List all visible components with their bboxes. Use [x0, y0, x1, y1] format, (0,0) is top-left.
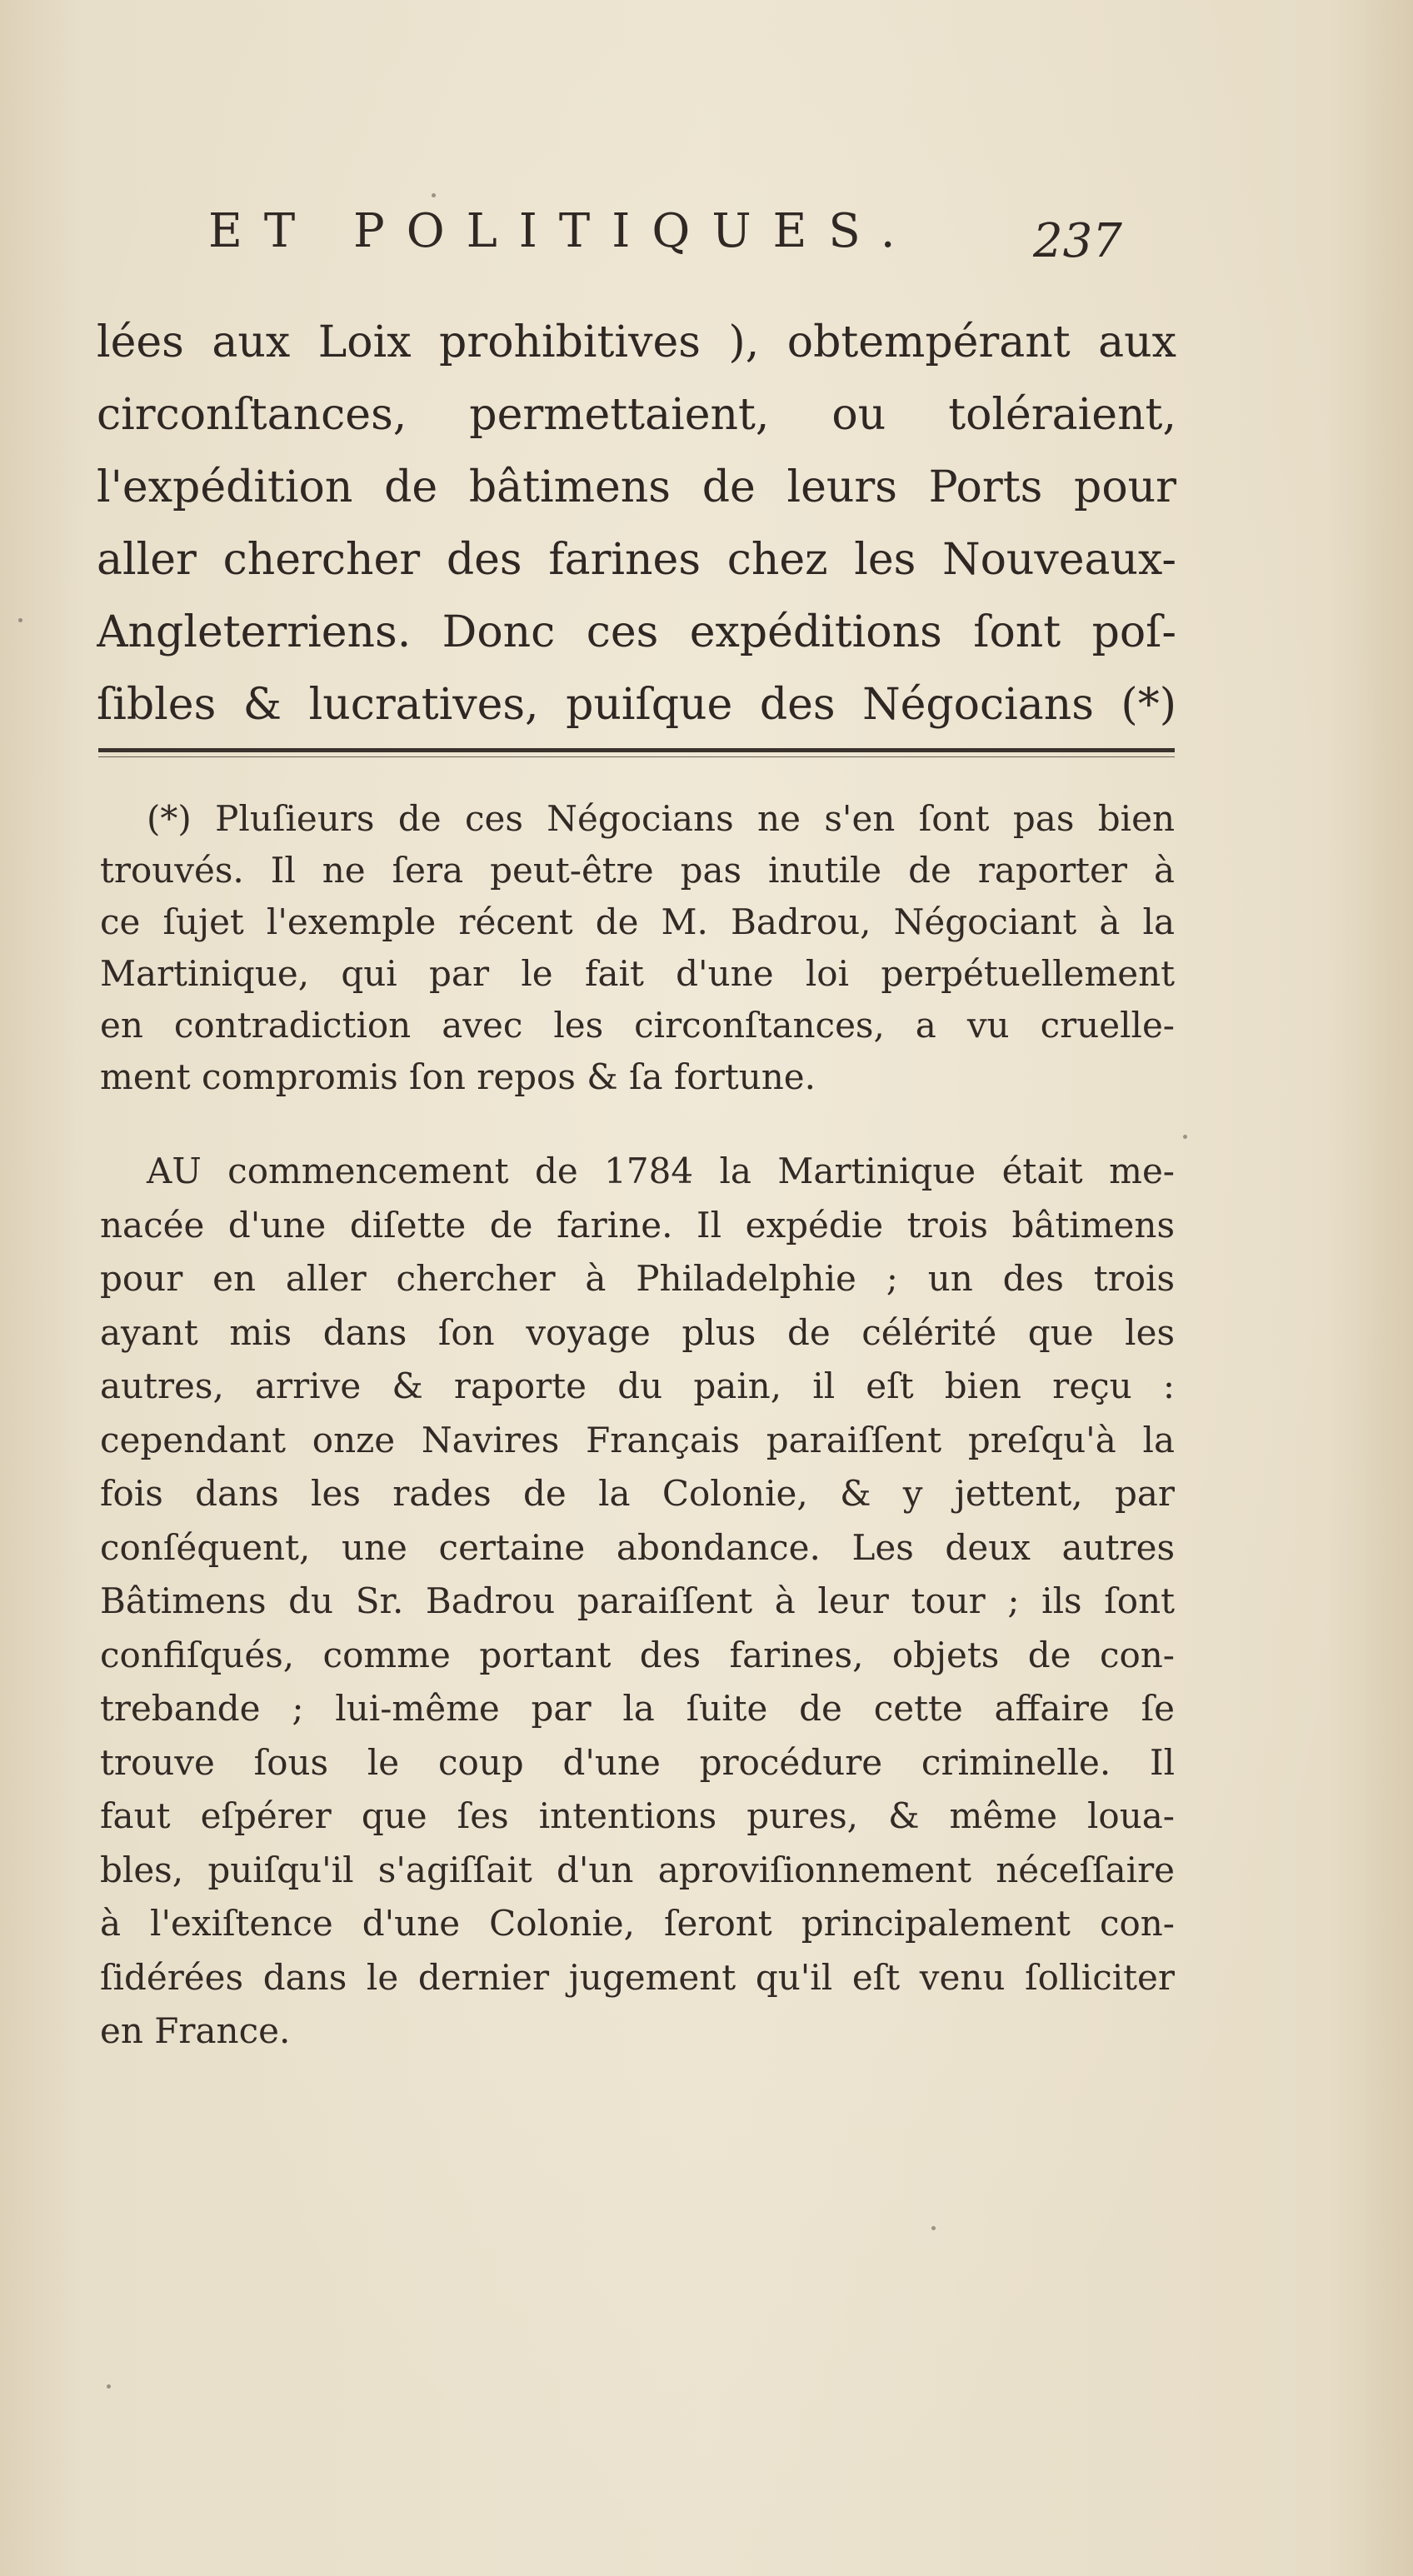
footnote-separator-rule	[98, 748, 1175, 752]
footnote-separator-hairline	[98, 756, 1175, 757]
footnote-line: trebande ; lui-même par la ſuite de cette affaire ſe	[100, 1688, 1175, 1729]
footnote-line: autres, arrive & raporte du pain, il eſt bien reçu :	[100, 1365, 1175, 1406]
footnote-line: conſéquent, une certaine abondance. Les deux autres	[100, 1526, 1175, 1568]
main-text-line: circonſtances, permettaient, ou toléraient,	[97, 390, 1176, 440]
footnote-line: faut eſpérer que ſes intentions pures, & même loua-	[100, 1795, 1175, 1836]
main-text-block	[97, 307, 1176, 741]
footnote-line: fois dans les rades de la Colonie, & y jettent, par	[100, 1473, 1175, 1514]
footnote-line: ment compromis ſon repos & ſa fortune.	[100, 1056, 816, 1097]
footnote-line: en France.	[100, 2010, 291, 2051]
paper-speck	[432, 193, 436, 197]
main-text-line: ſibles & lucratives, puiſque des Négocians (*)	[97, 680, 1176, 730]
footnote-line: cependant onze Navires Français paraiſſent preſqu'à la	[100, 1419, 1175, 1460]
paper-speck	[107, 2384, 111, 2389]
paper-speck	[1183, 1135, 1187, 1139]
footnote-line: Martinique, qui par le fait d'une loi perpétuellement	[100, 953, 1175, 994]
paper-speck	[931, 2226, 936, 2230]
main-text-line: aller chercher des farines chez les Nouveaux-	[97, 535, 1176, 585]
paper-speck	[18, 618, 22, 622]
footnote-line: en contradiction avec les circonſtances, a vu cruelle-	[100, 1005, 1175, 1046]
footnote-line: trouvés. Il ne ſera peut-être pas inutile de raporter à	[100, 850, 1175, 891]
footnote-intro	[100, 793, 1175, 1103]
footnote-line: à l'exiſtence d'une Colonie, ſeront principalement con-	[100, 1903, 1175, 1944]
footnote-line: AU commencement de 1784 la Martinique était me-	[147, 1151, 1175, 1191]
footnote-line: pour en aller chercher à Philadelphie ; un des trois	[100, 1258, 1175, 1299]
footnote-line: ayant mis dans ſon voyage plus de célérité que les	[100, 1311, 1175, 1353]
running-title: ET POLITIQUES.	[208, 204, 917, 258]
footnote-line: (*) Pluſieurs de ces Négocians ne s'en ſont pas bien	[147, 798, 1175, 839]
main-text-line: lées aux Loix prohibitives ), obtempérant aux	[97, 317, 1176, 367]
main-text-line: l'expédition de bâtimens de leurs Ports pour	[97, 462, 1176, 512]
page-number: 237	[1033, 214, 1122, 268]
footnote-line: confiſqués, comme portant des farines, objets de con-	[100, 1634, 1175, 1675]
footnote-line: bles, puiſqu'il s'agiſſait d'un aproviſionnement néceſſaire	[100, 1849, 1175, 1890]
footnote-line: ſidérées dans le dernier jugement qu'il eſt venu ſolliciter	[100, 1956, 1175, 1998]
main-text-line: Angleterriens. Donc ces expéditions ſont poſ-	[97, 607, 1176, 657]
footnote-narrative	[100, 1145, 1175, 2059]
footnote-line: ce ſujet l'exemple récent de M. Badrou, Négociant à la	[100, 901, 1175, 942]
footnote-line: trouve ſous le coup d'une procédure criminelle. Il	[100, 1741, 1175, 1783]
footnote-line: nacée d'une diſette de farine. Il expédie trois bâtimens	[100, 1204, 1175, 1246]
footnote-line: Bâtimens du Sr. Badrou paraiſſent à leur tour ; ils ſont	[100, 1580, 1175, 1621]
running-head	[208, 198, 1241, 268]
